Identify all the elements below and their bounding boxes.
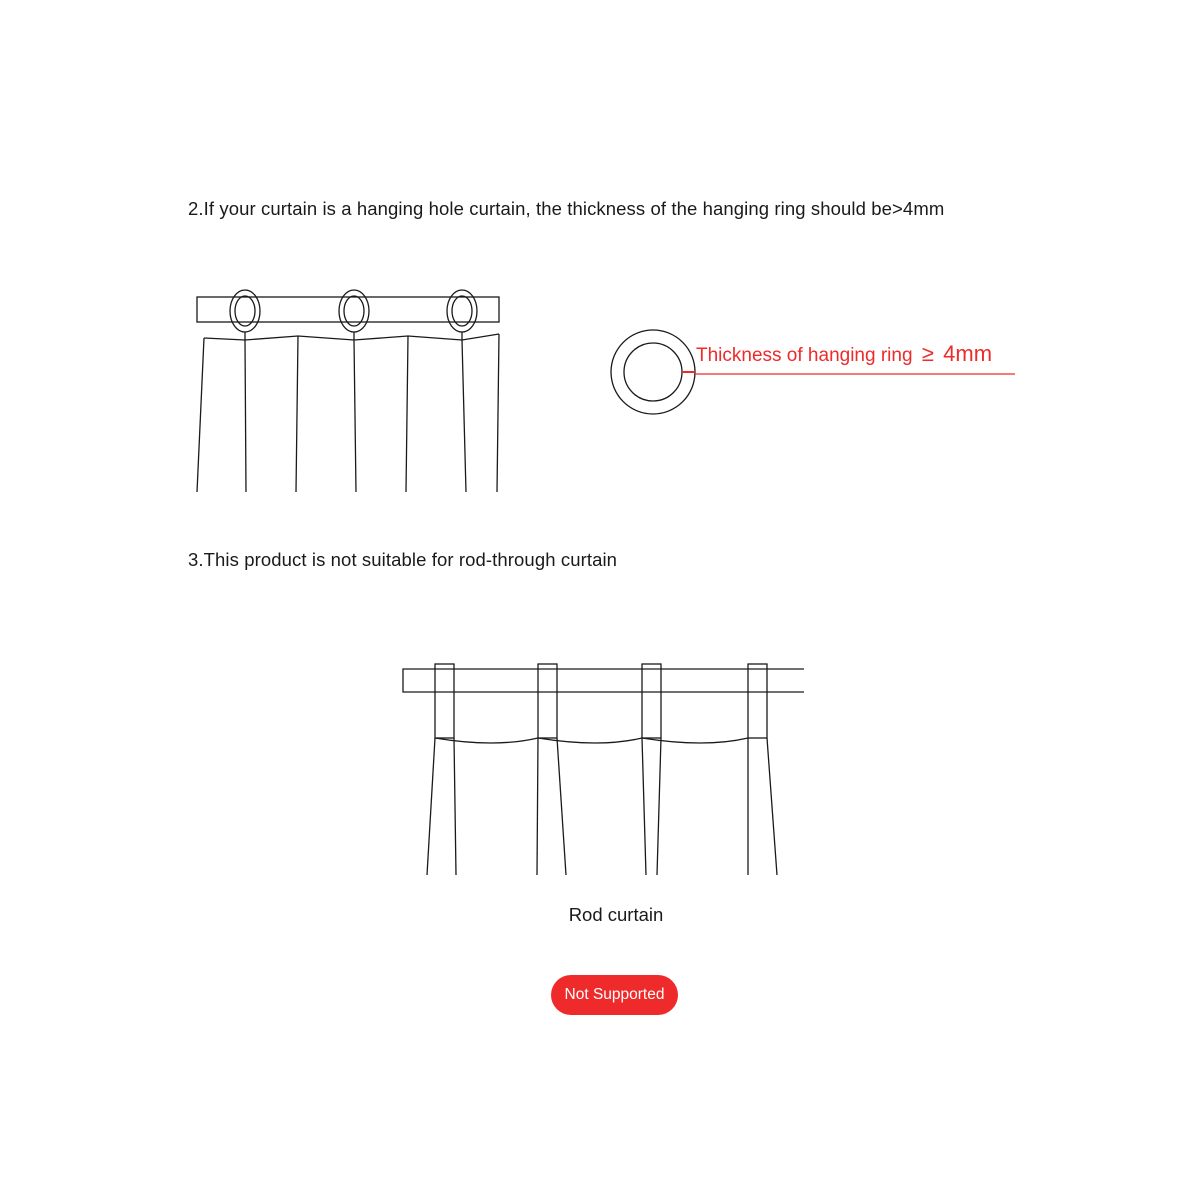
ring-detail-icon <box>611 330 695 414</box>
step-2-instruction: 2.If your curtain is a hanging hole curtain, the thickness of the hanging ring should be>4mm <box>188 198 945 219</box>
thickness-value: 4mm <box>943 341 993 366</box>
curtain-top-edge <box>204 334 499 340</box>
curtain-folds <box>197 334 499 492</box>
svg-text:Thickness of hanging ring <box>696 341 992 366</box>
gte-symbol: ≥ <box>921 341 934 366</box>
rod-curtain-caption: Rod curtain <box>568 904 664 925</box>
step-3-instruction: 3.This product is not suitable for rod-through curtain <box>188 549 618 570</box>
not-supported-badge: Not Supported <box>551 975 678 1015</box>
thickness-label: Thickness of hanging ring <box>696 345 913 366</box>
